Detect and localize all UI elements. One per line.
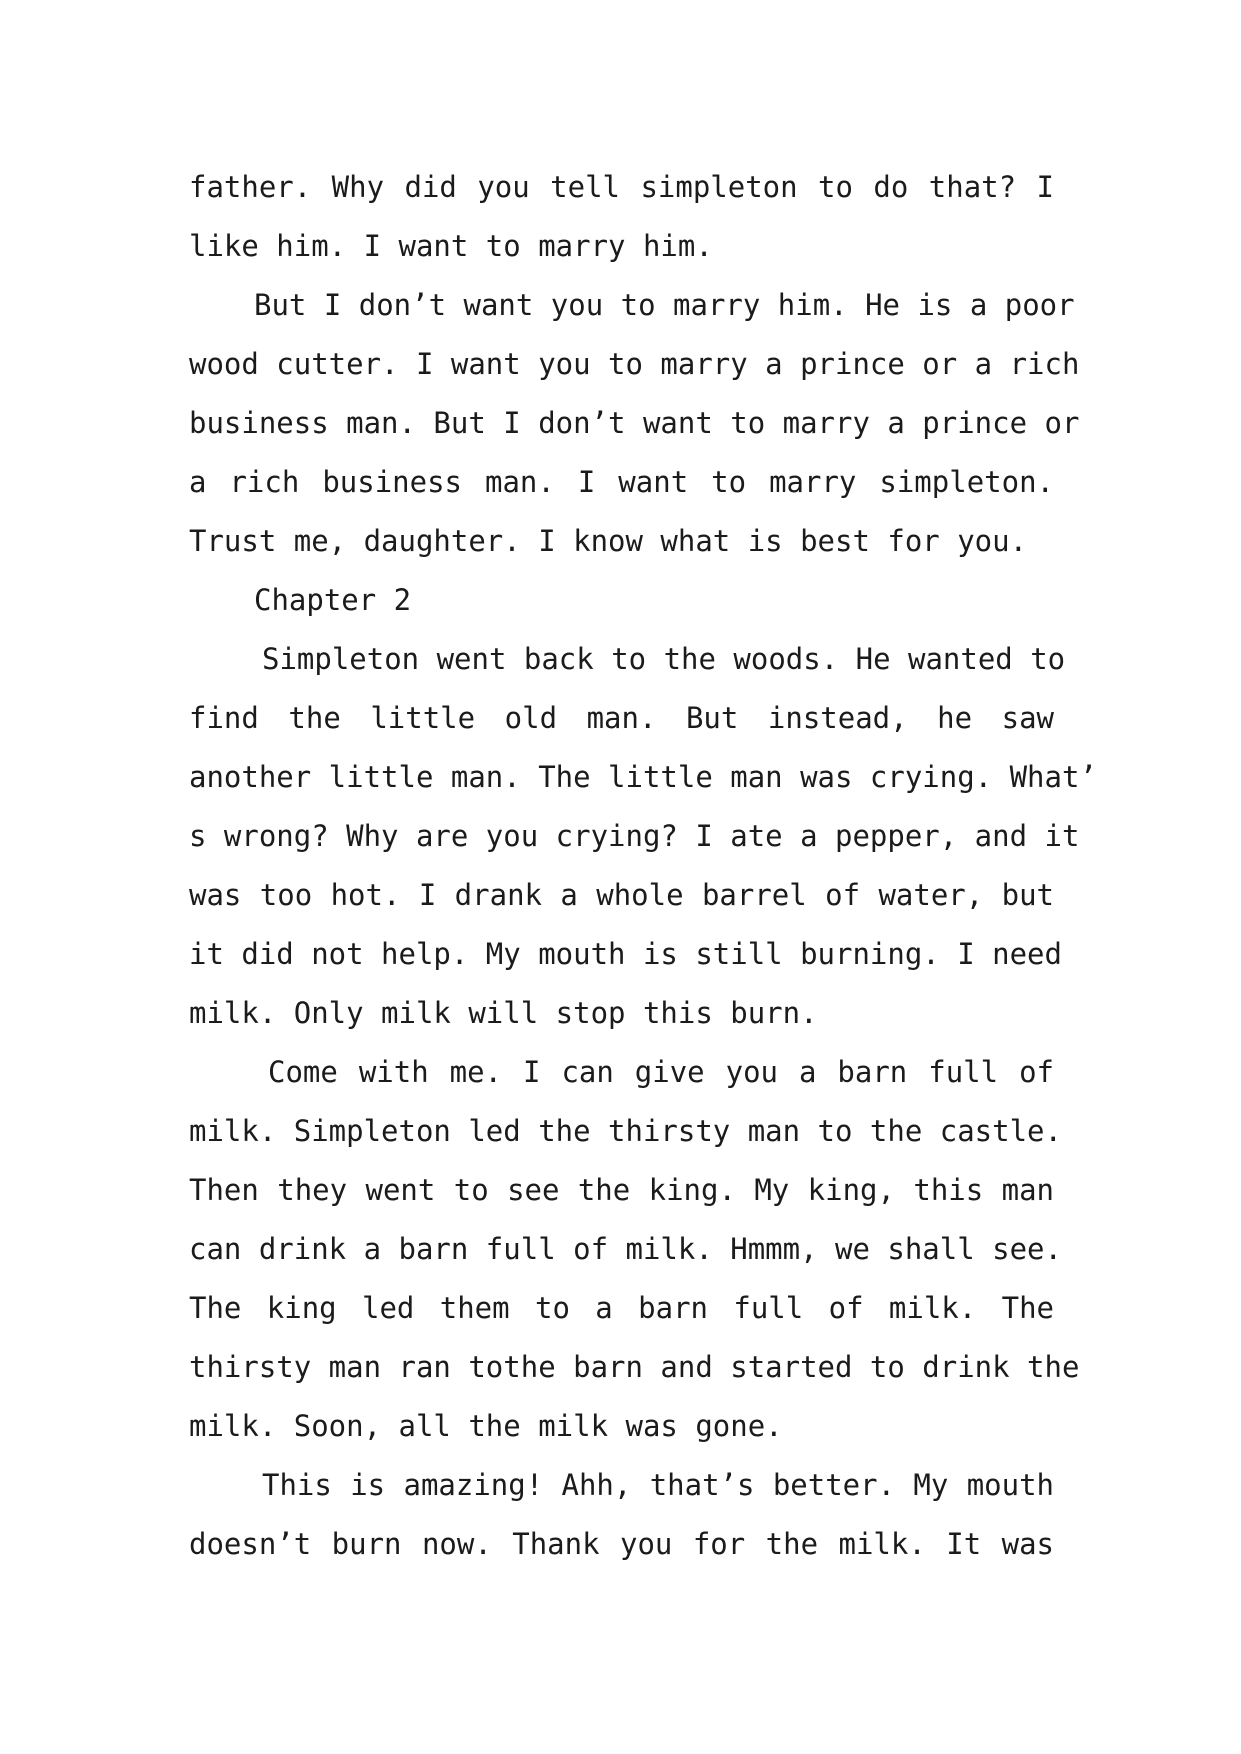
text-line: find the little old man. But instead, he saw — [189, 701, 1054, 735]
text-line: was too hot. I drank a whole barrel of water, but — [189, 878, 1054, 912]
text-line: a rich business man. I want to marry simpleton. — [189, 465, 1054, 499]
text-line: milk. Simpleton led the thirsty man to the castle. — [189, 1114, 1062, 1148]
text-line: Simpleton went back to the woods. He wanted to — [262, 642, 1066, 676]
text-line: another little man. The little man was crying. What’ — [189, 760, 1097, 794]
text-line: Then they went to see the king. My king, this man — [189, 1173, 1054, 1207]
text-line: The king led them to a barn full of milk. The — [189, 1291, 1054, 1325]
text-line: This is amazing! Ahh, that’s better. My mouth — [262, 1468, 1054, 1502]
chapter-heading: Chapter 2 — [254, 583, 412, 617]
text-line: it did not help. My mouth is still burning. I need — [189, 937, 1062, 971]
text-line: milk. Only milk will stop this burn. — [189, 996, 818, 1030]
text-line: like him. I want to marry him. — [189, 229, 713, 263]
text-line: wood cutter. I want you to marry a prince or a rich — [189, 347, 1080, 381]
text-line: thirsty man ran tothe barn and started to drink the — [189, 1350, 1080, 1384]
text-line: father. Why did you tell simpleton to do that? I — [189, 170, 1054, 204]
text-line: Trust me, daughter. I know what is best for you. — [189, 524, 1028, 558]
text-line: But I don’t want you to marry him. He is a poor — [254, 288, 1075, 322]
text-line: business man. But I don’t want to marry a prince or — [189, 406, 1080, 440]
text-line: milk. Soon, all the milk was gone. — [189, 1409, 783, 1443]
text-line: s wrong? Why are you crying? I ate a pepper, and it — [189, 819, 1080, 853]
text-line: doesn’t burn now. Thank you for the milk. It was — [189, 1527, 1054, 1561]
text-line: Come with me. I can give you a barn full of — [268, 1055, 1054, 1089]
text-line: can drink a barn full of milk. Hmmm, we shall see. — [189, 1232, 1062, 1266]
